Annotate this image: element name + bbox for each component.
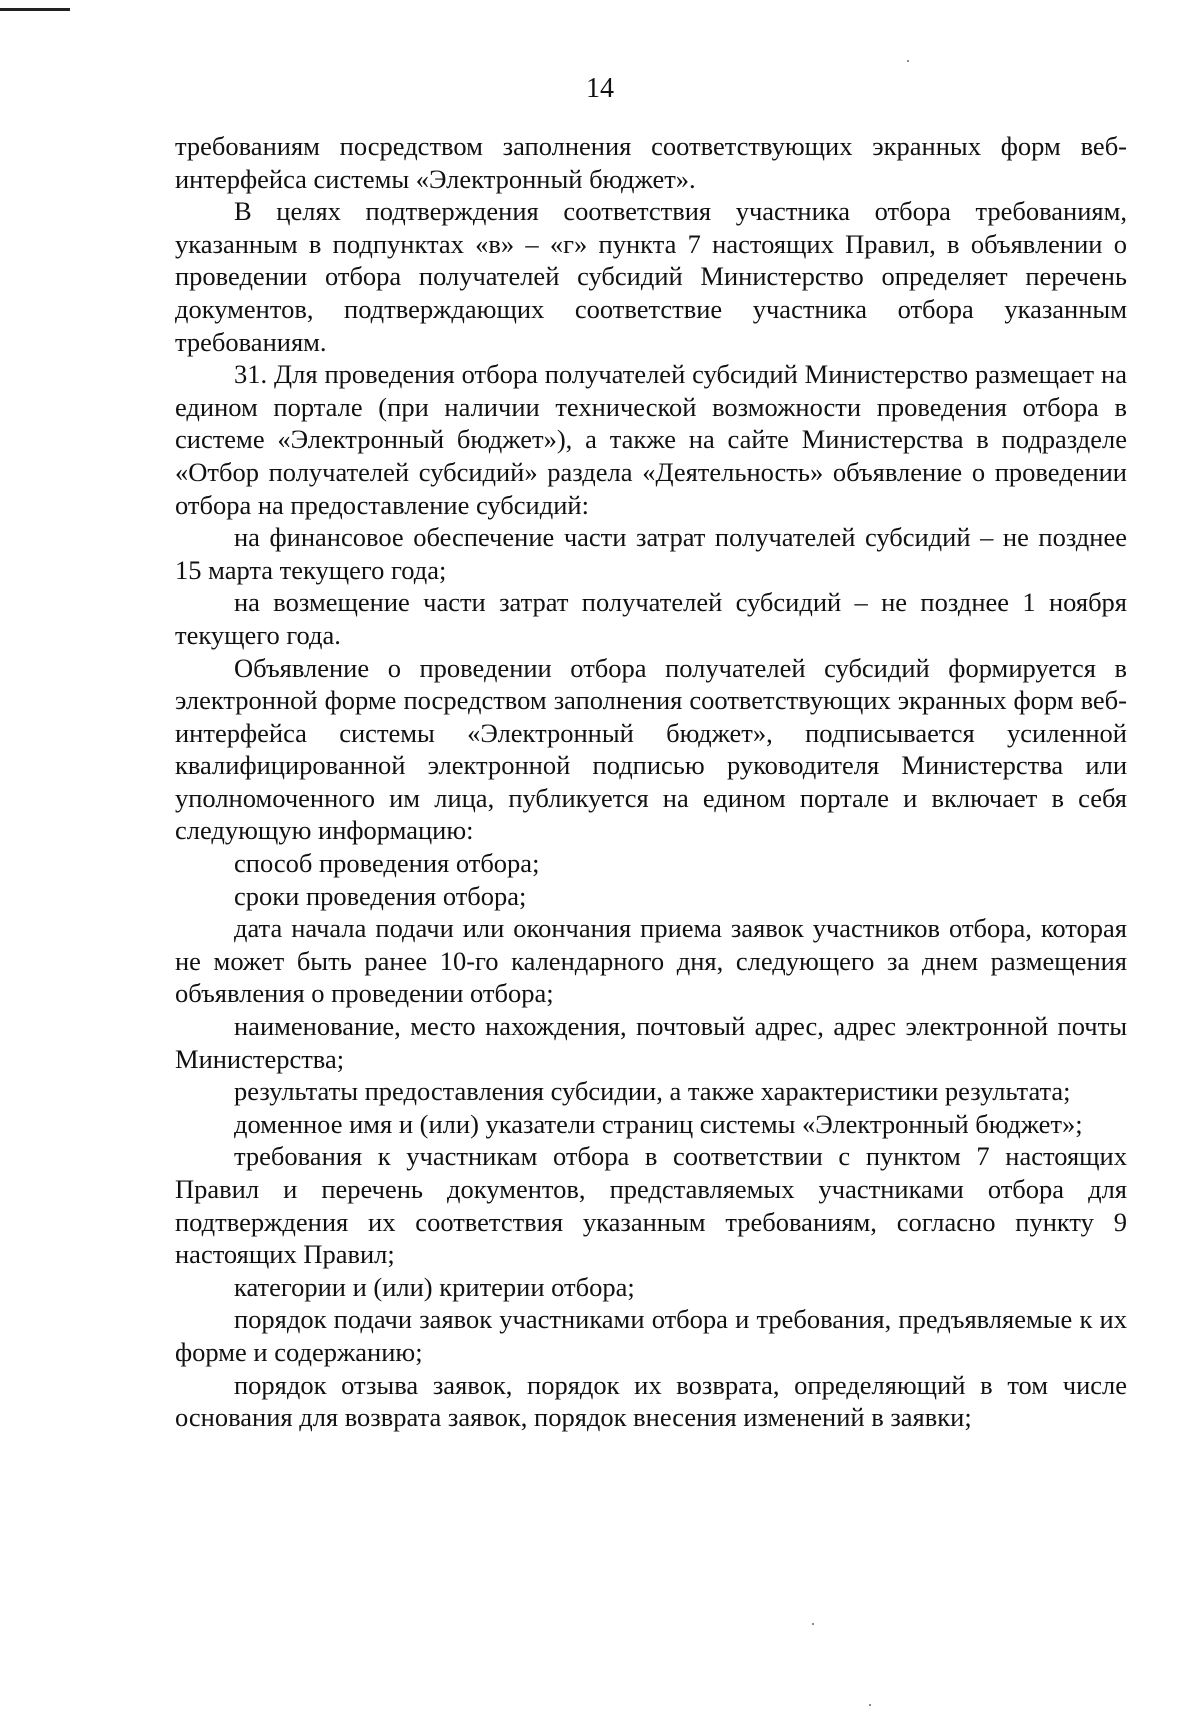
list-item-selection-dates: сроки проведения отбора; xyxy=(234,880,527,911)
scan-speck xyxy=(869,1704,871,1706)
scan-speck xyxy=(907,60,909,62)
list-item-financing-deadline: на финансовое обеспечение части затрат получателей субсидий – не позднее 15 марта текущего года; xyxy=(175,522,1127,585)
list-item-selection-criteria: категории и (или) критерии отбора; xyxy=(234,1271,635,1302)
paragraph-announcement-content: Объявление о проведении отбора получателей субсидий формируется в электронной форме посредством заполнения соответствующих экранных форм веб-интерфейса системы «Электронный бюджет», подписывается усиленной квалифицированной электронной подписью руководителя Министерства или уполномоченного им лица, публикуется на едином портале и включает в себя следующую информацию: xyxy=(175,652,1127,846)
list-item-reimbursement-deadline: на возмещение части затрат получателей субсидий – не позднее 1 ноября текущего года. xyxy=(175,587,1127,650)
list-item-participant-requirements: требования к участникам отбора в соответствии с пунктом 7 настоящих Правил и перечень документов, представляемых участниками отбора для подтверждения их соответствия указанным требованиям, согласно пункту 9 настоящих Правил; xyxy=(175,1141,1127,1270)
list-item-ministry-address: наименование, место нахождения, почтовый адрес, адрес электронной почты Министерства; xyxy=(175,1011,1127,1074)
scan-speck xyxy=(812,1623,814,1625)
list-item-selection-method: способ проведения отбора; xyxy=(234,848,540,879)
list-item-application-dates: дата начала подачи или окончания приема заявок участников отбора, которая не может быть ранее 10-го календарного дня, следующего за днем размещения объявления о проведении отбора; xyxy=(175,913,1127,1009)
page-number: 14 xyxy=(586,73,614,104)
list-item-domain-name: доменное имя и (или) указатели страниц системы «Электронный бюджет»; xyxy=(234,1108,1083,1139)
list-item-application-procedure: порядок подачи заявок участниками отбора и требования, предъявляемые к их форме и содержанию; xyxy=(175,1304,1127,1367)
list-item-withdrawal-procedure: порядок отзыва заявок, порядок их возврата, определяющий в том числе основания для возврата заявок, порядок внесения изменений в заявки; xyxy=(175,1369,1127,1433)
scan-corner-mark xyxy=(0,8,70,11)
document-body xyxy=(175,130,1127,1434)
paragraph-compliance-documents: В целях подтверждения соответствия участника отбора требованиям, указанным в подпунктах «в» – «г» пункта 7 настоящих Правил, в объявлении о проведении отбора получателей субсидий Министерство определяет перечень документов, подтверждающих соответствие участника отбора указанным требованиям. xyxy=(175,196,1127,357)
paragraph-item-31: 31. Для проведения отбора получателей субсидий Министерство размещает на едином портале (при наличии технической возможности проведения отбора в системе «Электронный бюджет»), а также на сайте Министерства в подразделе «Отбор получателей субсидий» раздела «Деятельность» объявление о проведении отбора на предоставление субсидий: xyxy=(175,359,1127,520)
paragraph-continuation: требованиям посредством заполнения соответствующих экранных форм веб-интерфейса системы «Электронный бюджет». xyxy=(175,131,1127,194)
list-item-subsidy-results: результаты предоставления субсидии, а также характеристики результата; xyxy=(234,1076,1071,1107)
